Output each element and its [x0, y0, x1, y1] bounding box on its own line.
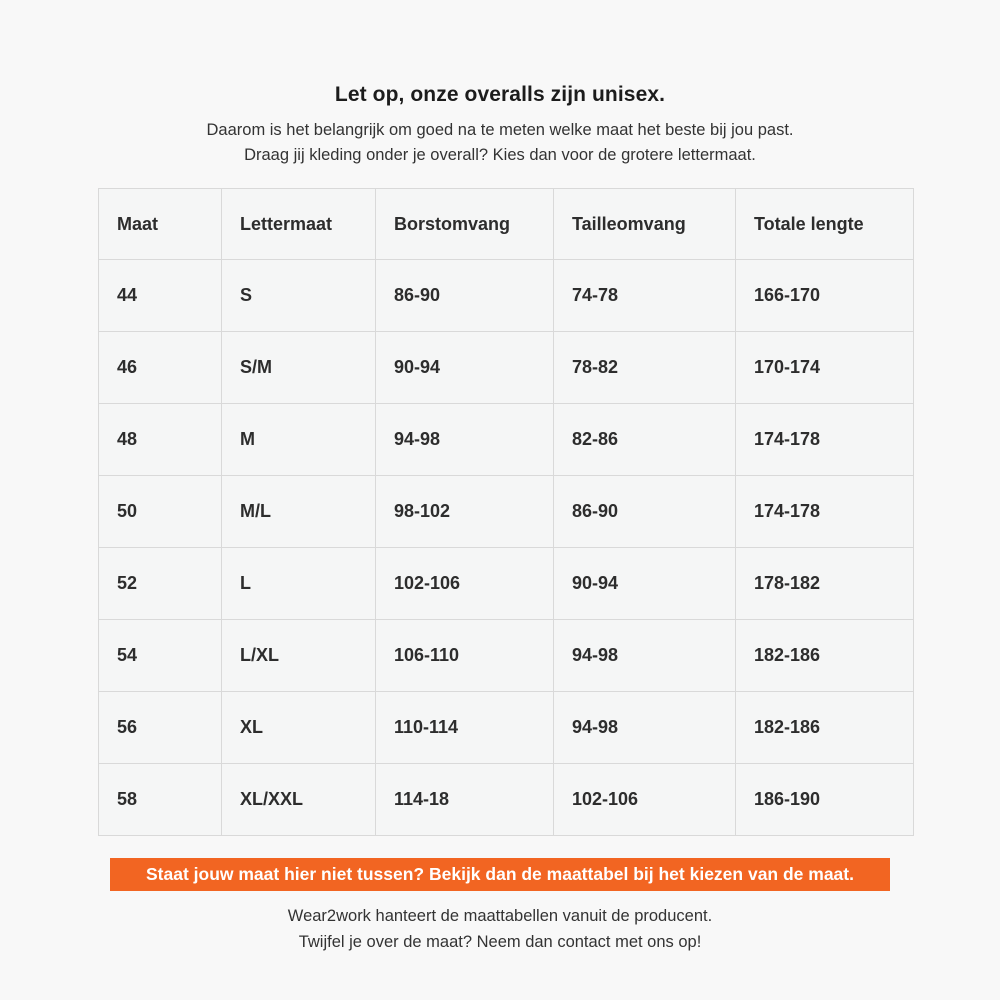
- cell-tailleomvang: 94-98: [554, 620, 736, 692]
- cell-tailleomvang: 90-94: [554, 548, 736, 620]
- page-title: Let op, onze overalls zijn unisex.: [334, 83, 666, 106]
- column-header-borstomvang: Borstomvang: [376, 189, 554, 260]
- cell-tailleomvang: 82-86: [554, 404, 736, 476]
- cell-lettermaat: M: [222, 404, 376, 476]
- cell-maat: 48: [99, 404, 222, 476]
- cell-borstomvang: 94-98: [376, 404, 554, 476]
- footer-line-1: Wear2work hanteert de maattabellen vanuit de producent.: [287, 907, 713, 925]
- subtitle-line-1: Daarom is het belangrijk om goed na te meten welke maat het beste bij jou past.: [206, 121, 794, 139]
- table-row: [99, 764, 914, 836]
- cell-maat: 50: [99, 476, 222, 548]
- cell-totale-lengte: 182-186: [736, 620, 914, 692]
- size-notice-banner: [110, 858, 890, 891]
- cell-tailleomvang: 78-82: [554, 332, 736, 404]
- cell-totale-lengte: 174-178: [736, 404, 914, 476]
- footer: [0, 903, 1000, 955]
- column-header-tailleomvang: Tailleomvang: [554, 189, 736, 260]
- subtitle-line-2: Draag jij kleding onder je overall? Kies dan voor de grotere lettermaat.: [244, 146, 756, 164]
- cell-lettermaat: L: [222, 548, 376, 620]
- cell-borstomvang: 114-18: [376, 764, 554, 836]
- cell-tailleomvang: 74-78: [554, 260, 736, 332]
- cell-borstomvang: 110-114: [376, 692, 554, 764]
- table-row: [99, 332, 914, 404]
- cell-borstomvang: 102-106: [376, 548, 554, 620]
- cell-totale-lengte: 182-186: [736, 692, 914, 764]
- cell-maat: 44: [99, 260, 222, 332]
- table-row: [99, 692, 914, 764]
- cell-borstomvang: 98-102: [376, 476, 554, 548]
- table-row: [99, 620, 914, 692]
- cell-lettermaat: S: [222, 260, 376, 332]
- column-header-lettermaat: Lettermaat: [222, 189, 376, 260]
- cell-maat: 58: [99, 764, 222, 836]
- header: [0, 0, 1000, 168]
- cell-lettermaat: XL/XXL: [222, 764, 376, 836]
- cell-maat: 52: [99, 548, 222, 620]
- cell-borstomvang: 106-110: [376, 620, 554, 692]
- table-row: [99, 476, 914, 548]
- cell-tailleomvang: 102-106: [554, 764, 736, 836]
- banner-text: Staat jouw maat hier niet tussen? Bekijk dan de maattabel bij het kiezen van de maat.: [146, 864, 854, 884]
- cell-totale-lengte: 170-174: [736, 332, 914, 404]
- cell-totale-lengte: 186-190: [736, 764, 914, 836]
- table-row: [99, 404, 914, 476]
- cell-lettermaat: L/XL: [222, 620, 376, 692]
- cell-maat: 46: [99, 332, 222, 404]
- cell-borstomvang: 90-94: [376, 332, 554, 404]
- cell-tailleomvang: 94-98: [554, 692, 736, 764]
- cell-totale-lengte: 174-178: [736, 476, 914, 548]
- cell-totale-lengte: 166-170: [736, 260, 914, 332]
- cell-lettermaat: M/L: [222, 476, 376, 548]
- footer-line-2: Twijfel je over de maat? Neem dan contact met ons op!: [298, 933, 702, 951]
- cell-tailleomvang: 86-90: [554, 476, 736, 548]
- column-header-totale-lengte: Totale lengte: [736, 189, 914, 260]
- cell-lettermaat: XL: [222, 692, 376, 764]
- cell-borstomvang: 86-90: [376, 260, 554, 332]
- table-header-row: [99, 189, 914, 260]
- cell-totale-lengte: 178-182: [736, 548, 914, 620]
- cell-lettermaat: S/M: [222, 332, 376, 404]
- cell-maat: 56: [99, 692, 222, 764]
- column-header-maat: Maat: [99, 189, 222, 260]
- cell-maat: 54: [99, 620, 222, 692]
- table-row: [99, 260, 914, 332]
- size-table: [98, 188, 914, 836]
- table-row: [99, 548, 914, 620]
